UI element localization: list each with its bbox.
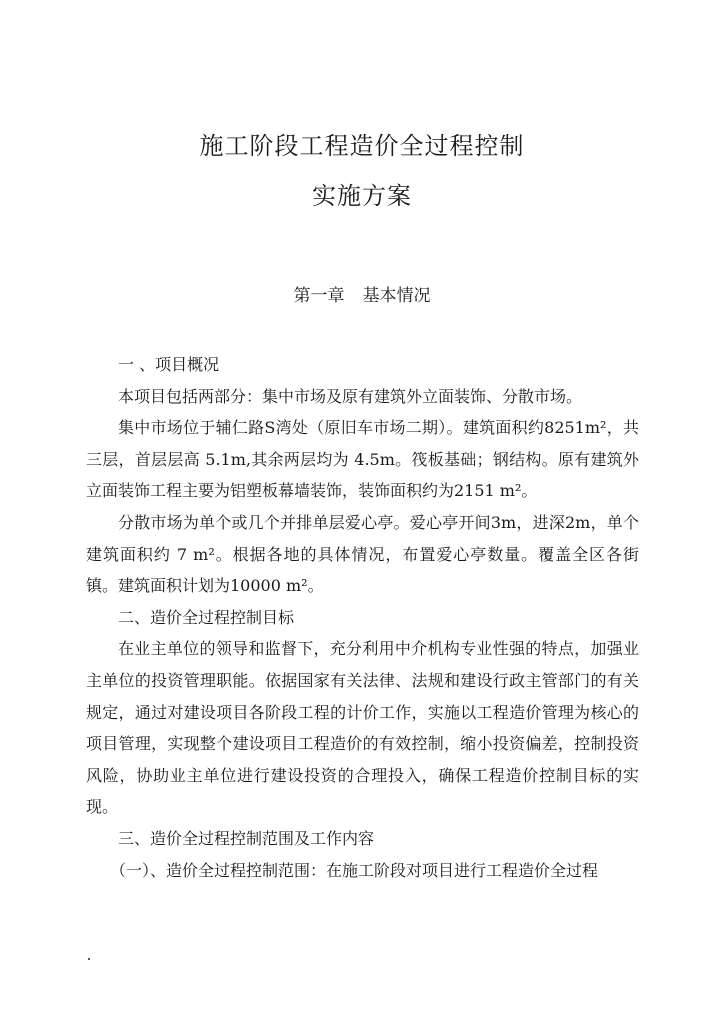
chapter-heading (0, 281, 724, 306)
chapter-number: 第一章 (293, 286, 345, 306)
paragraph-cost-control-goal: 在业主单位的领导和监督下，充分利用中介机构专业性强的特点，加强业主单位的投资管理职能。依据国家有关法律、法规和建设行政主管部门的有关规定，通过对建设项目各阶段工程的计价工作，实施以工程造价管理为核心的项目管理，实现整个建设项目工程造价的有效控制，缩小投资偏差，控制投资风险，协助业主单位进行建设投资的合理投入，确保工程造价控制目标的实现。 (86, 639, 639, 817)
document-title: 施工阶段工程造价全过程控制 (199, 132, 525, 160)
paragraph-central-market: 集中市场位于辅仁路S湾处（原旧车市场二期）。建筑面积约8251m²，共三层，首层层高 5.1m,其余两层均为 4.5m。筏板基础；钢结构。原有建筑外立面装饰工程主要为铝塑板幕墙装饰，装饰面积约为2151 m²。 (86, 418, 639, 501)
paragraph-project-parts: 本项目包括两部分：集中市场及原有建筑外立面装饰、分散市场。 (118, 386, 583, 406)
section-heading-cost-control-goal: 二、造价全过程控制目标 (118, 607, 295, 627)
chapter-title: 基本情况 (362, 286, 431, 306)
subsection-heading-scope: （一）、造价全过程控制范围：在施工阶段对项目进行工程造价全过程 (110, 860, 599, 880)
page-speck (88, 958, 90, 960)
section-heading-project-overview: 一 、项目概况 (118, 355, 220, 374)
document-subtitle: 实施方案 (312, 182, 412, 210)
body-text (86, 349, 639, 886)
paragraph-scattered-market: 分散市场为单个或几个并排单层爱心亭。爱心亭开间3m，进深2m，单个建筑面积约 7 m²。根据各地的具体情况，布置爱心亭数量。覆盖全区各街镇。建筑面积计划为10000 m²。 (86, 512, 639, 596)
section-heading-scope: 三、造价全过程控制范围及工作内容 (118, 828, 375, 848)
